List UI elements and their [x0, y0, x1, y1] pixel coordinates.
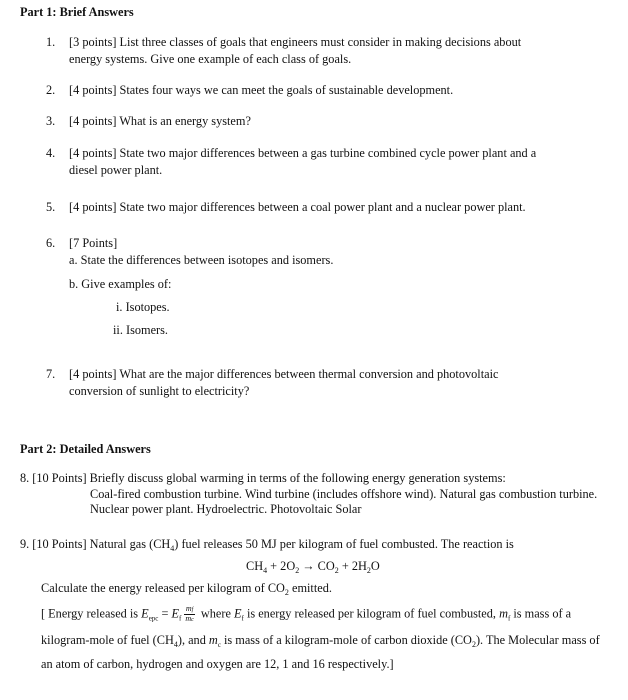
question-4-line-2: diesel power plant. — [69, 163, 163, 177]
part1-heading: Part 1: Brief Answers — [20, 5, 134, 19]
question-1-number: 1. — [46, 35, 56, 49]
question-2-number: 2. — [46, 83, 56, 97]
question-7-line-1: [4 points] What are the major differences between thermal conversion and photovoltaic — [69, 367, 499, 381]
reaction-equation: $CH_4 + 2O_2 \to CO_2 + 2H_2O$ — [246, 559, 380, 575]
question-7-number: 7. — [46, 367, 56, 381]
question-4-line-1: [4 points] State two major differences between a gas turbine combined cycle power plant and a — [69, 146, 537, 160]
question-6-number: 6. — [46, 236, 56, 250]
question-5-text: [4 points] State two major differences between a coal power plant and a nuclear power plant. — [69, 200, 526, 214]
question-8-line-3: Nuclear power plant. Hydroelectric. Photovoltaic Solar — [90, 502, 362, 516]
question-6a: a. State the differences between isotopes and isomers. — [69, 253, 334, 267]
question-2-text: [4 points] States four ways we can meet the goals of sustainable development. — [69, 83, 454, 97]
question-8-line-1: 8. [10 Points] Briefly discuss global warming in terms of the following energy generation systems: — [20, 471, 506, 485]
question-3-text: [4 points] What is an energy system? — [69, 114, 251, 128]
question-1-line-2: energy systems. Give one example of each class of goals. — [69, 52, 352, 66]
question-6b: b. Give examples of: — [69, 277, 172, 291]
question-9-note-line-3: an atom of carbon, hydrogen and oxygen are 12, 1 and 16 respectively.] — [41, 657, 394, 671]
mass-ratio-fraction: $\frac{mf}{mc}$ — [185, 604, 194, 623]
question-6b-ii: ii. Isomers. — [113, 323, 168, 337]
question-8-line-2: Coal-fired combustion turbine. Wind turbine (includes offshore wind). Natural gas combustion turbine. — [90, 487, 598, 501]
question-4-number: 4. — [46, 146, 56, 160]
question-6-text: [7 Points] — [69, 236, 118, 250]
question-9-intro: 9. [10 Points] Natural gas $(CH_4)$ fuel releases 50 MJ per kilogram of fuel combusted. The reaction is — [20, 537, 514, 553]
question-7-line-2: conversion of sunlight to electricity? — [69, 384, 250, 398]
question-1-line-1: [3 points] List three classes of goals that engineers must consider in making decisions about — [69, 35, 522, 49]
question-9-note-line-2: kilogram-mole of fuel $(CH_4)$, and $m_c$ is mass of a kilogram-mole of carbon dioxide $(CO_2)$. The Molecular mass of — [41, 633, 600, 649]
question-9-calc: Calculate the energy released per kilogram of $CO_2$ emitted. — [41, 581, 332, 597]
question-9-note-line-1: [ Energy released is $E_{epc} = E_f$ $\frac{mf}{mc}$ where $E_f$ is energy released per kilogram of fuel combusted, $m_f$ is mass of a — [41, 604, 572, 623]
question-3-number: 3. — [46, 114, 56, 128]
question-5-number: 5. — [46, 200, 56, 214]
question-6b-i: i. Isotopes. — [116, 300, 170, 314]
part2-heading: Part 2: Detailed Answers — [20, 442, 151, 456]
